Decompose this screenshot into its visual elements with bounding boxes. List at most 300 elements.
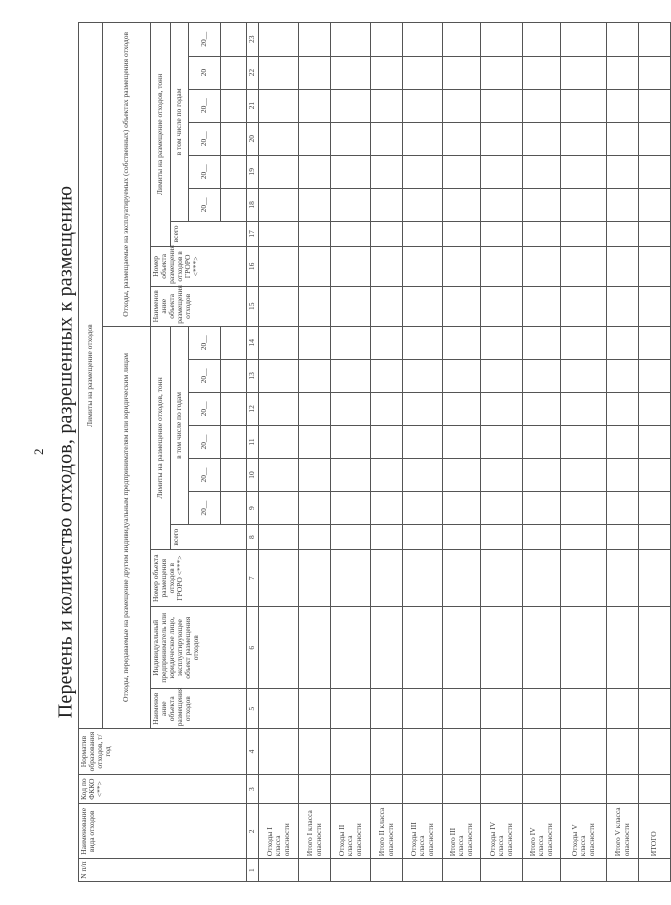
table-cell [607,392,639,425]
table-cell [443,56,481,89]
table-cell [371,89,403,122]
table-cell [443,188,481,221]
table-cell [259,155,299,188]
header-own-groro-number: Номер объекта размещения отходов в ГРОРО <***> [151,246,247,286]
table-cell [371,859,403,882]
table-cell [403,122,443,155]
table-cell [561,56,607,89]
table-cell [481,774,523,804]
table-cell [561,155,607,188]
table-cell [481,607,523,689]
table-cell [371,56,403,89]
header-groro-number: Номер объекта размещения отходов в ГРОРО <***> [151,550,247,607]
table-cell [561,550,607,607]
table-cell [481,550,523,607]
column-number: 13 [247,359,259,392]
table-cell [607,221,639,246]
table-cell [331,392,371,425]
table-cell [443,525,481,550]
table-cell [443,689,481,729]
row-label: Отходы II класса опасности [331,804,371,859]
table-cell [523,188,561,221]
table-cell [523,359,561,392]
table-cell [259,859,299,882]
table-cell [443,607,481,689]
table-cell [561,23,607,57]
table-cell [371,221,403,246]
table-cell [561,221,607,246]
table-row [259,23,299,882]
table-cell [371,550,403,607]
table-row [523,23,561,882]
table-cell [443,155,481,188]
table-cell [639,326,671,359]
header-year-spacer [221,23,247,57]
table-cell [259,326,299,359]
table-cell [443,23,481,57]
row-label: Итого V класса опасности [607,804,639,859]
table-cell [607,89,639,122]
column-number: 4 [247,729,259,775]
table-cell [523,689,561,729]
table-cell [607,188,639,221]
table-cell [259,525,299,550]
table-cell [403,689,443,729]
column-number: 16 [247,246,259,286]
table-row [443,23,481,882]
table-cell [331,774,371,804]
table-cell [607,56,639,89]
header-object-name: Наименов ание объекта размещения отходов [151,689,247,729]
table-cell [259,23,299,57]
table-cell [371,689,403,729]
header-limits-tons: Лимиты на размещение отходов, тонн [151,326,171,549]
table-cell [561,525,607,550]
table-cell [481,326,523,359]
table-cell [299,56,331,89]
header-year: 20__ [189,458,221,491]
table-cell [607,326,639,359]
table-cell [607,607,639,689]
table-cell [523,326,561,359]
table-cell [403,492,443,525]
header-limits: Лимиты на размещение отходов [79,23,103,729]
table-cell [403,425,443,458]
row-label: Итого I класса опасности [299,804,331,859]
table-cell [403,359,443,392]
column-number: 19 [247,155,259,188]
table-cell [561,859,607,882]
table-cell [481,859,523,882]
table-cell [443,246,481,286]
table-cell [331,246,371,286]
table-cell [481,23,523,57]
table-cell [299,550,331,607]
table-cell [639,492,671,525]
header-year: 20__ [189,359,221,392]
table-cell [443,359,481,392]
table-cell [259,221,299,246]
table-cell [523,23,561,57]
table-cell [607,246,639,286]
table-cell [561,89,607,122]
table-row [639,23,671,882]
table-cell [331,492,371,525]
table-cell [331,188,371,221]
table-cell [639,550,671,607]
header-own-total: всего [171,221,247,246]
table-cell [607,286,639,326]
table-cell [561,246,607,286]
table-cell [443,122,481,155]
header-year-spacer [221,326,247,359]
table-cell [639,525,671,550]
table-cell [403,155,443,188]
table-cell [443,425,481,458]
page-title: Перечень и количество отходов, разрешенных к размещению [54,185,77,719]
column-number: 11 [247,425,259,458]
table-cell [443,392,481,425]
table-cell [607,729,639,775]
table-cell [639,122,671,155]
row-label: Итого IV класса опасности [523,804,561,859]
waste-limits-table [78,22,671,882]
table-row [481,23,523,882]
table-cell [403,221,443,246]
table-cell [299,525,331,550]
table-cell [523,774,561,804]
table-cell [607,859,639,882]
table-cell [443,859,481,882]
header-year-spacer [221,56,247,89]
table-cell [299,729,331,775]
table-cell [403,246,443,286]
column-numbers-row [247,23,259,882]
table-cell [639,188,671,221]
table-cell [523,221,561,246]
header-year-spacer [221,425,247,458]
table-cell [331,859,371,882]
table-cell [403,326,443,359]
table-cell [299,246,331,286]
table-cell [259,774,299,804]
table-cell [299,774,331,804]
table-cell [299,23,331,57]
table-cell [403,607,443,689]
column-number: 1 [247,859,259,882]
table-cell [607,458,639,491]
header-year: 20__ [189,23,221,57]
table-cell [443,326,481,359]
table-cell [607,155,639,188]
table-cell [607,525,639,550]
table-cell [561,729,607,775]
table-cell [259,425,299,458]
table-cell [607,774,639,804]
table-cell [403,774,443,804]
table-cell [639,425,671,458]
column-number: 20 [247,122,259,155]
table-cell [371,425,403,458]
column-number: 10 [247,458,259,491]
table-cell [371,525,403,550]
table-cell [331,155,371,188]
header-year: 20__ [189,89,221,122]
table-cell [607,492,639,525]
table-cell [403,89,443,122]
column-number: 12 [247,392,259,425]
table-cell [259,89,299,122]
header-fkko-code: Код по ФККО <**> [79,774,247,804]
column-number: 2 [247,804,259,859]
table-cell [639,246,671,286]
column-number: 14 [247,326,259,359]
table-cell [443,774,481,804]
column-number: 7 [247,550,259,607]
table-cell [561,458,607,491]
table-cell [607,122,639,155]
header-year: 20__ [189,122,221,155]
header-year-spacer [221,492,247,525]
table-cell [259,286,299,326]
row-label: Отходы III класса опасности [403,804,443,859]
table-cell [331,689,371,729]
table-cell [561,188,607,221]
header-own-by-years: в том числе по годам [171,23,189,222]
table-cell [481,155,523,188]
table-cell [523,525,561,550]
table-cell [561,607,607,689]
table-cell [639,155,671,188]
table-cell [639,23,671,57]
table-cell [259,188,299,221]
table-row [561,23,607,882]
table-cell [639,221,671,246]
table-cell [331,286,371,326]
table-cell [523,859,561,882]
table-cell [523,492,561,525]
header-own-group: Отходы, размещаемые на эксплуатируемых (собственных) объектах размещения отходов [103,23,151,327]
table-cell [639,607,671,689]
table-cell [523,56,561,89]
table-cell [331,550,371,607]
table-cell [443,286,481,326]
table-cell [331,607,371,689]
table-cell [561,425,607,458]
header-waste-name: Наименование вида отходов [79,804,247,859]
table-cell [639,859,671,882]
table-cell [371,286,403,326]
table-cell [481,525,523,550]
table-cell [443,729,481,775]
table-cell [481,392,523,425]
table-cell [561,689,607,729]
header-year: 20__ [189,188,221,221]
table-cell [561,774,607,804]
table-cell [299,359,331,392]
table-cell [371,246,403,286]
table-cell [299,89,331,122]
header-year: 20 [189,56,221,89]
table-cell [331,56,371,89]
table-cell [639,729,671,775]
table-row [299,23,331,882]
table-cell [403,550,443,607]
table-cell [331,221,371,246]
column-number: 17 [247,221,259,246]
table-cell [259,56,299,89]
header-year-spacer [221,458,247,491]
header-own-limits-tons: Лимиты на размещение отходов, тонн [151,23,171,247]
table-cell [371,188,403,221]
header-year-spacer [221,122,247,155]
header-year: 20__ [189,392,221,425]
row-label: Отходы I класса опасности [259,804,299,859]
table-cell [259,689,299,729]
table-cell [259,492,299,525]
table-cell [331,89,371,122]
table-cell [299,392,331,425]
column-number: 6 [247,607,259,689]
table-cell [299,492,331,525]
row-label: Отходы V класса опасности [561,804,607,859]
table-cell [403,23,443,57]
table-cell [481,689,523,729]
table-cell [561,359,607,392]
table-cell [259,359,299,392]
column-number: 23 [247,23,259,57]
column-number: 3 [247,774,259,804]
header-total: всего [171,525,247,550]
table-cell [371,774,403,804]
table-cell [371,122,403,155]
table-cell [371,729,403,775]
table-cell [639,286,671,326]
table-cell [639,89,671,122]
table-cell [299,326,331,359]
table-cell [481,359,523,392]
header-year: 20__ [189,155,221,188]
table-cell [561,392,607,425]
table-cell [607,550,639,607]
header-year-spacer [221,188,247,221]
table-cell [481,188,523,221]
table-cell [607,689,639,729]
table-cell [523,729,561,775]
table-cell [259,458,299,491]
table-cell [259,246,299,286]
header-transfer-group: Отходы, передаваемые на размещение другим индивидуальным предпринимателям или юридическим лицам [103,326,151,728]
table-cell [259,607,299,689]
header-generation-norm: Норматив образования отходов, т/год [79,729,247,775]
header-year: 20__ [189,326,221,359]
column-number: 8 [247,525,259,550]
table-cell [523,155,561,188]
table-cell [639,774,671,804]
table-cell [299,458,331,491]
column-number: 18 [247,188,259,221]
table-cell [607,425,639,458]
table-cell [443,550,481,607]
row-label: Итого II класса опасности [371,804,403,859]
header-year-spacer [221,89,247,122]
table-cell [481,246,523,286]
table-cell [639,392,671,425]
table-cell [481,729,523,775]
table-cell [403,458,443,491]
table-row [403,23,443,882]
header-by-years: в том числе по годам [171,326,189,524]
table-cell [259,122,299,155]
table-cell [259,392,299,425]
column-number: 5 [247,689,259,729]
header-year: 20__ [189,492,221,525]
table-cell [299,122,331,155]
header-year: 20__ [189,425,221,458]
table-cell [371,326,403,359]
header-year-spacer [221,359,247,392]
table-cell [371,392,403,425]
table-cell [403,729,443,775]
table-cell [481,221,523,246]
table-cell [523,122,561,155]
table-cell [403,188,443,221]
table-cell [299,689,331,729]
table-cell [443,89,481,122]
table-cell [523,246,561,286]
table-cell [331,122,371,155]
column-number: 15 [247,286,259,326]
table-cell [561,286,607,326]
table-row [607,23,639,882]
table-cell [331,23,371,57]
table-cell [607,359,639,392]
table-cell [371,607,403,689]
table-cell [331,525,371,550]
table-cell [523,89,561,122]
header-year-spacer [221,392,247,425]
table-cell [523,458,561,491]
table-cell [299,286,331,326]
table-cell [481,286,523,326]
table-cell [639,359,671,392]
table-cell [523,286,561,326]
table-cell [371,458,403,491]
table-cell [481,122,523,155]
table-cell [561,326,607,359]
table-cell [371,23,403,57]
table-cell [639,689,671,729]
table-cell [331,359,371,392]
table-cell [331,729,371,775]
table-cell [403,859,443,882]
table-cell [299,155,331,188]
table-cell [299,188,331,221]
table-cell [523,425,561,458]
table-cell [443,221,481,246]
table-cell [639,458,671,491]
table-cell [403,56,443,89]
table-cell [371,359,403,392]
table-cell [259,729,299,775]
header-year-spacer [221,155,247,188]
column-number: 9 [247,492,259,525]
waste-limits-table-wrapper [78,22,659,882]
header-operator: Индивидуальный предприниматель или юридическое лицо, эксплуатирующее объект размещения отходов [151,607,247,689]
table-cell [403,392,443,425]
column-number: 22 [247,56,259,89]
table-cell [403,286,443,326]
